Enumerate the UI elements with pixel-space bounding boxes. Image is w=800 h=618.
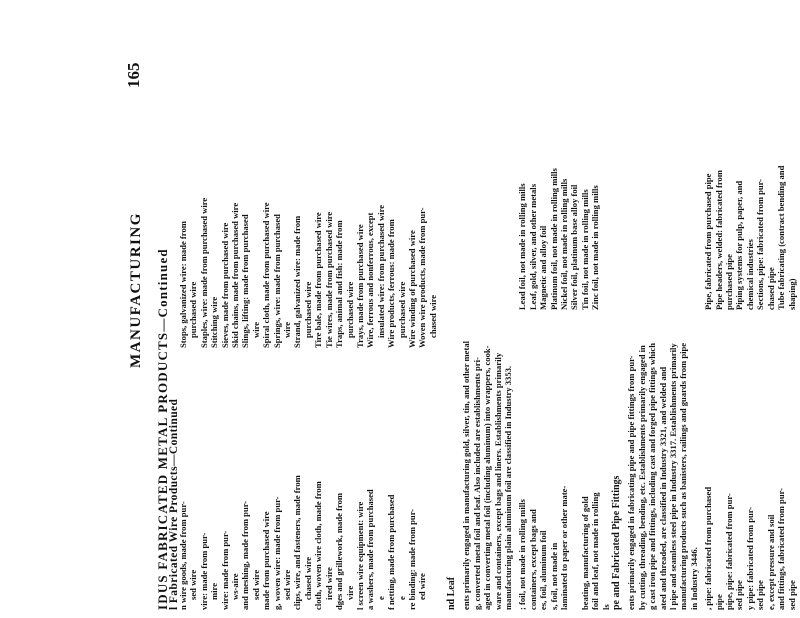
foil-items (517, 10, 611, 610)
list-item: Wire products, ferrous: made from (386, 219, 397, 348)
wire-products-list-right (178, 0, 438, 348)
list-item: e (396, 596, 407, 600)
list-item: cloth, woven wire cloth, made from (313, 481, 324, 610)
list-item: chased wire (302, 556, 313, 600)
list-item: es, foil, aluminum foil Magnetic and alloy foil (538, 225, 549, 610)
foil-heading: nd Leaf (446, 576, 457, 610)
list-item: pipe, pipe: fabricated from pur- purchased pipe (724, 254, 735, 610)
list-item: e (375, 596, 386, 600)
section-subtitle: l Fabricated Wire Products—Continued (168, 398, 180, 610)
section-title: IDUS FABRICATED METAL PRODUCTS—Continued (155, 248, 170, 610)
list-item: Strand, galvanized wire: made from (292, 215, 303, 348)
list-item: Traps, animal and fish: made from (334, 220, 345, 348)
list-item: Wire, ferrous and nonferrous, except (365, 212, 376, 348)
pipe-items (703, 10, 797, 610)
list-item: purchased wire (188, 281, 199, 338)
list-item: and fittings, fabricated from pur- Tube fabricating (contract bending and (776, 165, 787, 610)
list-item: dges and grillework, made from (334, 492, 345, 610)
list-item: Staples, wire: made from purchased wire (198, 197, 209, 348)
list-item: a washers, made from purchased (365, 489, 376, 610)
list-item: Spiral cloth, made from purchased wire (261, 202, 272, 348)
list-item: beating, manufacturing of gold Tin foil, not made in rolling mills (579, 189, 590, 610)
running-head: MANUFACTURING (128, 212, 144, 368)
list-item: Trays, made from purchased wire (354, 224, 365, 348)
pipe-section (605, 10, 797, 610)
list-item: g, woven wire: made from pur- (271, 496, 282, 610)
list-item: sed wire (188, 569, 199, 600)
list-item: Sieves, made from purchased wire (219, 222, 230, 348)
list-item: purchased wire (344, 281, 355, 338)
list-item: Stops, galvanized wire: made from (178, 221, 188, 348)
list-item: wire (250, 321, 261, 338)
list-item: vire (344, 585, 355, 600)
list-item: chased wire (427, 294, 438, 338)
foil-section (440, 10, 611, 610)
list-item: re binding: made from pur- (406, 508, 417, 610)
list-item: Springs, wire: made from purchased (271, 214, 282, 348)
list-item: Tie wires, made from purchased wire (323, 211, 334, 348)
list-item: containers, except bags and Leaf, gold, silver, and other metals (527, 183, 538, 610)
list-item: vire: made from pur- (198, 532, 209, 610)
list-item: sed wire (282, 569, 293, 600)
list-item: ls (600, 604, 611, 610)
list-item: Skid chains, made from purchased wire (230, 202, 241, 348)
list-item: foil and leaf, not made in rolling Zinc foil, not made in rolling mills (590, 185, 601, 610)
wire-products-list-left (178, 350, 428, 610)
list-item: s, foil, not made in Platinum foil, not made in rolling mills (548, 168, 559, 610)
list-item: clips, wire, and fasteners, made from (292, 475, 303, 610)
foil-description: ents primarily engaged in manufacturing gold, silver, tin, and other metal g, converted metal foil and leaf. Also included are establishments pri- aged in converting metal foil (including aluminum) into wrappers, cook- ware and containers, except bags and liners. Establishments primarily manufacturing plain aluminum foil are classified in Industry 3353. (461, 340, 514, 610)
list-item: mire (209, 582, 220, 600)
left-column (178, 350, 428, 610)
list-item: sed pipe shaping) (786, 278, 797, 610)
pipe-description: ents primarily engaged in fabricating pipe and pipe fittings from pur- by cutting, threading, bending, etc. Establishments primarily engaged in g cast iron pipe and fittings, including cast and forged pipe fittings which ated and threaded, are classified in Industry 3321, and welded and l pipe and seamless steel pipe in Industry 3317. Establishments primarily manufacturing products such as banisters, railings and guards from pipe in Industry 3446. (626, 342, 699, 610)
list-item: wire: made from pur- (219, 530, 230, 610)
list-item: laminated to paper or other mate- Nickel foil, not made in rolling mills (559, 178, 570, 610)
list-item: Silver foil, platinum base alloy foil (569, 184, 580, 310)
list-item: Wire winding of purchased wire (406, 230, 417, 348)
list-item: ired wire (323, 567, 334, 600)
list-item: Slings, lifting: made from purchased (240, 214, 251, 348)
list-item: sed wire (250, 569, 261, 600)
list-item: insulated wire: from purchased wire (375, 204, 386, 338)
list-item: ed wire (417, 573, 428, 600)
list-item: purchased wire (302, 281, 313, 338)
list-item: wire (282, 321, 293, 338)
list-item: n wire goods, made from pur- (178, 501, 188, 610)
list-item: Woven wire products, made from pur- (417, 207, 428, 348)
list-item: made from purchased wire (261, 511, 272, 610)
list-item: f netting, made from purchased (386, 494, 397, 610)
list-item: ws-aire (230, 573, 241, 600)
list-item: sed pipe Sections, pipe: fabricated from pur- (755, 178, 766, 610)
list-item: Stitching wire (209, 296, 220, 348)
list-item: , pipe: fabricated from purchased Pipe, fabricated from purchased pipe (703, 173, 714, 610)
list-item: Tire bale, made from purchased wire (313, 212, 324, 348)
list-item: pipe Pipe headers, welded: fabricated from (713, 170, 724, 610)
list-item: y pipe: fabricated from pur- chemical industries (744, 239, 755, 610)
list-item: and meshing, made from pur- (240, 500, 251, 610)
right-column (178, 0, 438, 348)
list-item: sed pipe Piping systems for pulp, paper, and (734, 180, 745, 610)
list-item: ; foil, not made in rolling mills Lead foil, not made in rolling mills (517, 183, 528, 610)
pipe-heading: pe and Fabricated Pipe Fittings (611, 475, 622, 610)
page-number: 165 (124, 62, 143, 88)
list-item: e, except pressure and soil chased pipe (765, 267, 776, 610)
list-item: purchased wire (396, 281, 407, 338)
list-item: l screen wire equipment: wire (354, 501, 365, 610)
